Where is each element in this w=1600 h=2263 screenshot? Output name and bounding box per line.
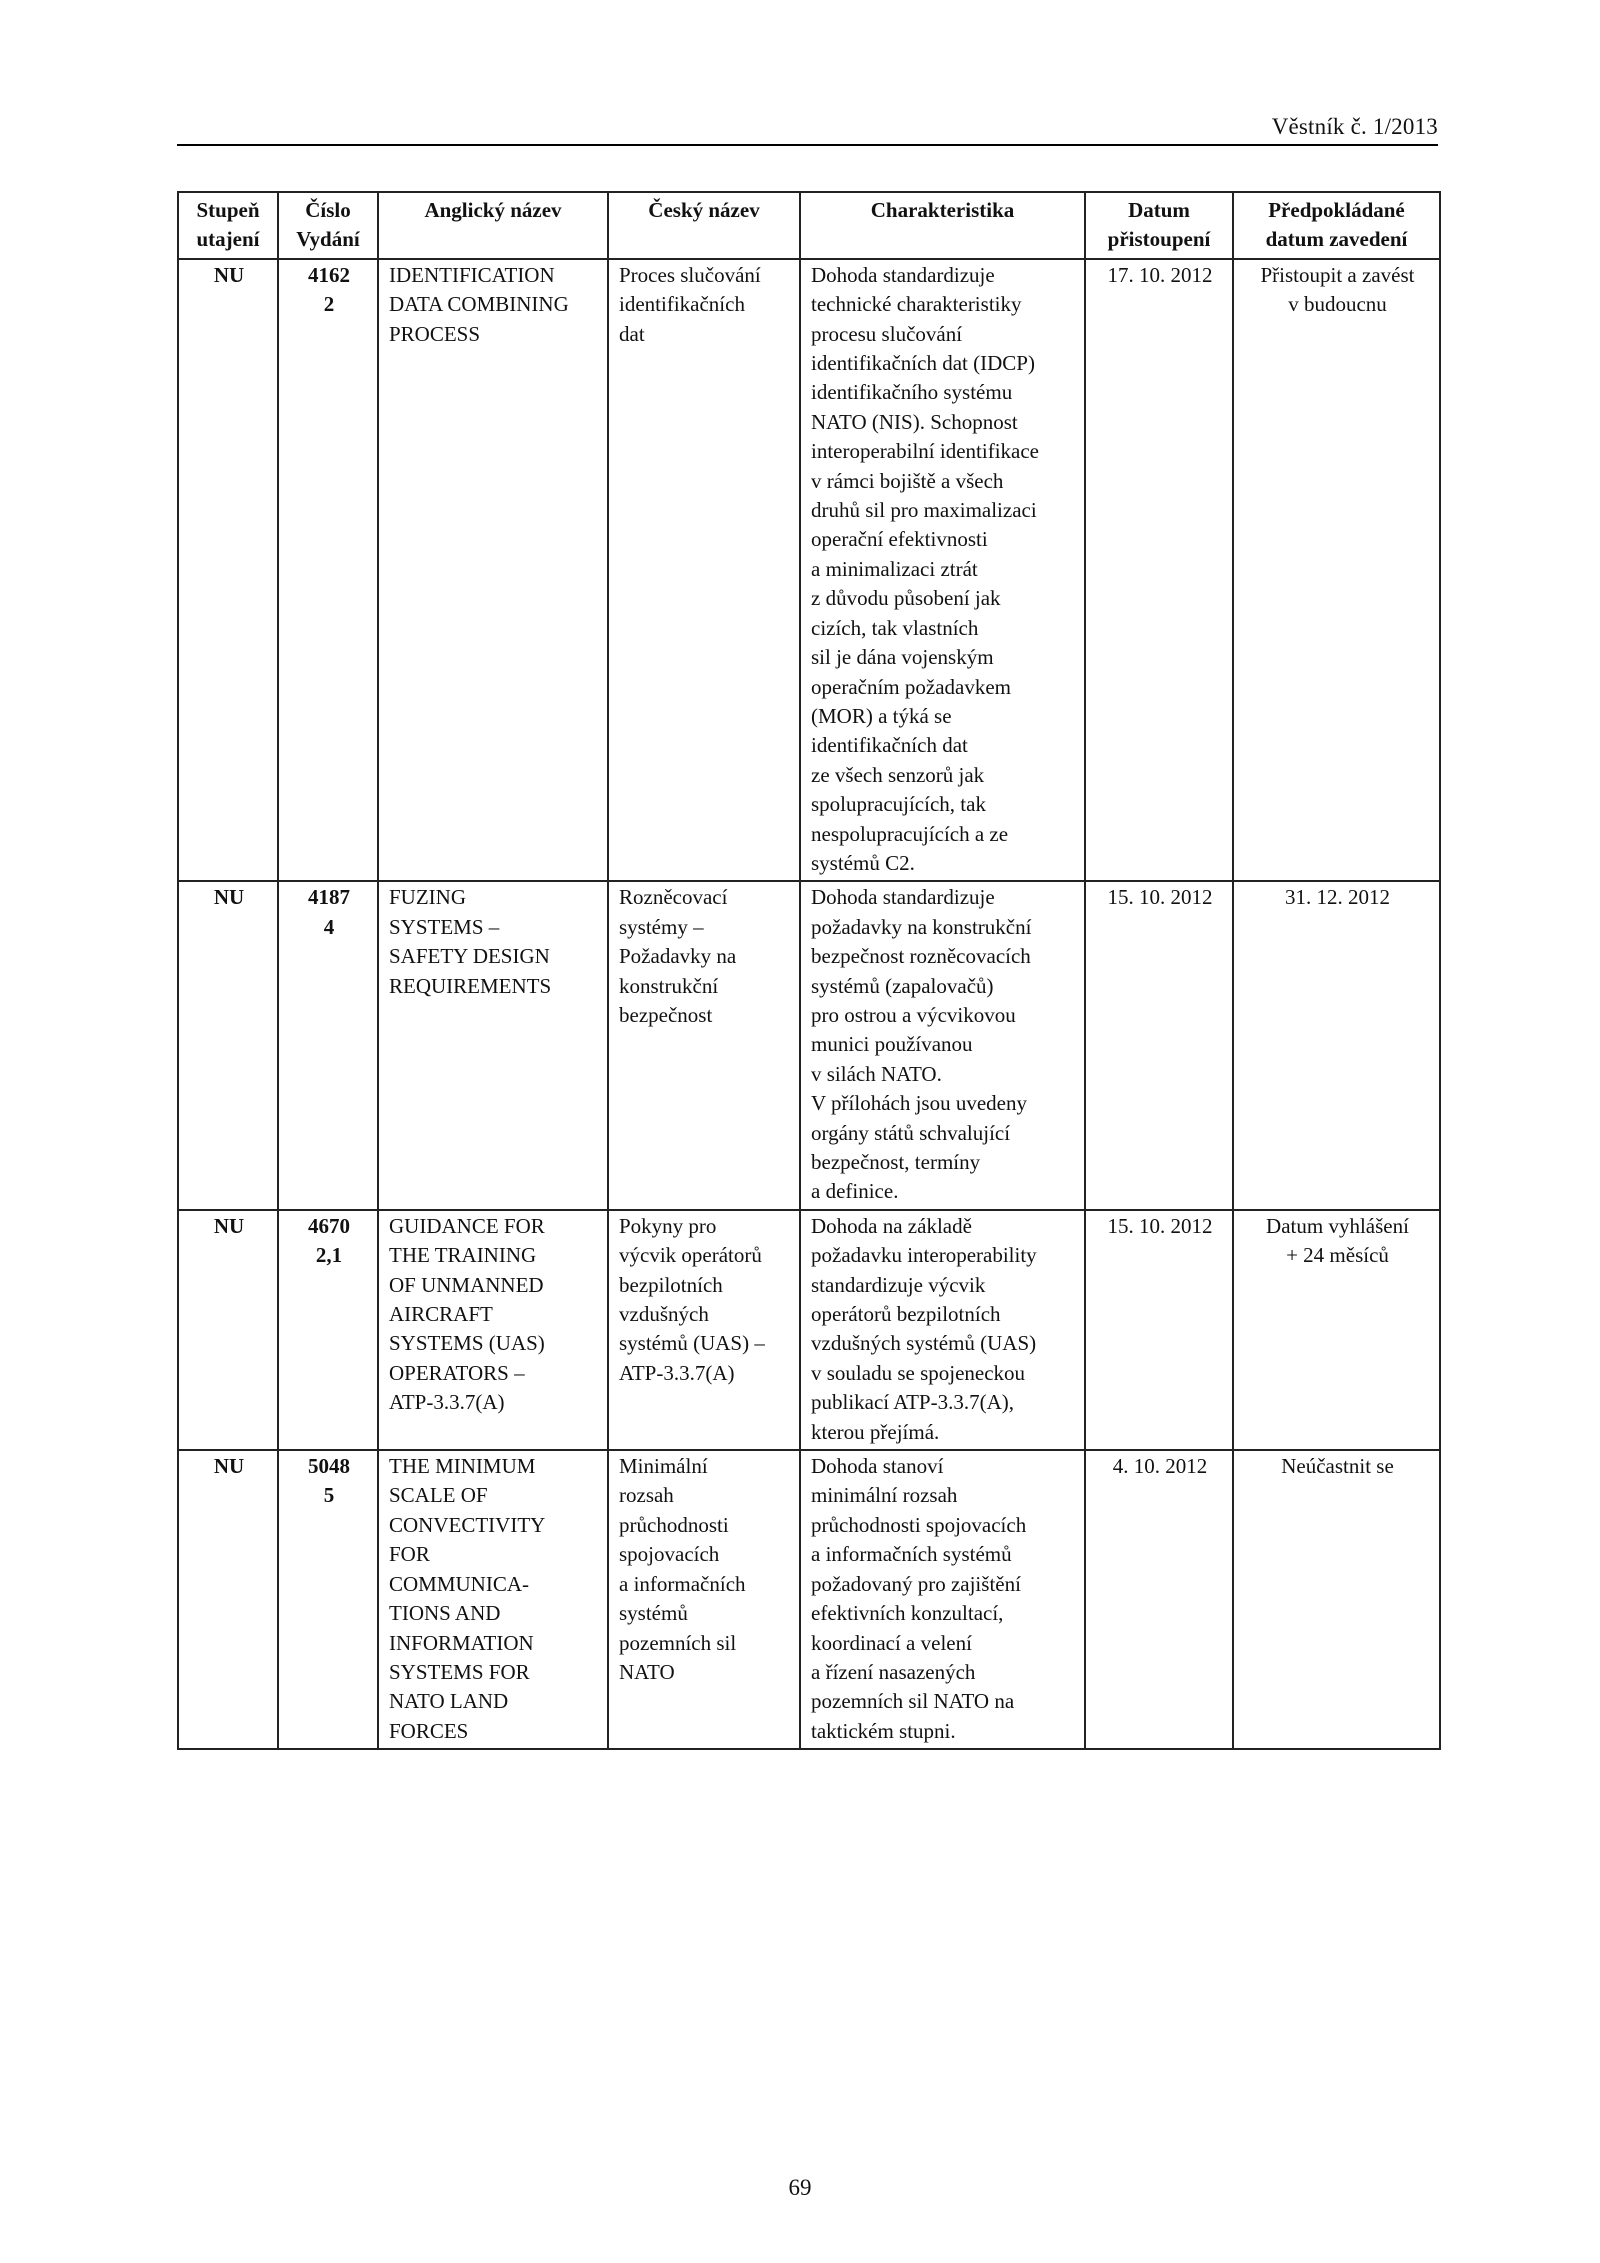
col-header-description: Charakteristika xyxy=(800,192,1085,259)
cell-classification: NU xyxy=(178,259,278,882)
cell-implementation-date: 31. 12. 2012 xyxy=(1233,881,1440,1209)
cell-accession-date: 4. 10. 2012 xyxy=(1085,1450,1233,1749)
cell-description: Dohoda standardizuje technické charakteristiky procesu slučování identifikačních dat (IDCP) identifikačního systému NATO (NIS). Schopnost interoperabilní identifikace v rámci bojiště a všech druhů sil pro maximalizaci operační efektivnosti a minimalizaci ztrát z důvodu působení jak cizích, tak vlastních sil je dána vojenským operačním požadavkem (MOR) a týká se identifikačních dat ze všech senzorů jak spolupracujících, tak nespolupracujících a ze systémů C2. xyxy=(800,259,1085,882)
cell-implementation-date: Neúčastnit se xyxy=(1233,1450,1440,1749)
page-header xyxy=(177,108,1438,146)
cell-implementation-date: Přistoupit a zavést v budoucnu xyxy=(1233,259,1440,882)
cell-czech-name: Pokyny pro výcvik operátorů bezpilotních vzdušných systémů (UAS) – ATP-3.3.7(A) xyxy=(608,1210,800,1450)
cell-classification: NU xyxy=(178,1210,278,1450)
cell-implementation-date: Datum vyhlášení + 24 měsíců xyxy=(1233,1210,1440,1450)
table-row xyxy=(178,259,1440,882)
table-row xyxy=(178,1210,1440,1450)
journal-issue: Věstník č. 1/2013 xyxy=(1271,114,1438,139)
table-row xyxy=(178,881,1440,1209)
cell-number: 5048 5 xyxy=(278,1450,378,1749)
cell-number: 4162 2 xyxy=(278,259,378,882)
cell-english-name: FUZING SYSTEMS – SAFETY DESIGN REQUIREMENTS xyxy=(378,881,608,1209)
cell-czech-name: Rozněcovací systémy – Požadavky na konstrukční bezpečnost xyxy=(608,881,800,1209)
col-header-implementation-date: Předpokládané datum zavedení xyxy=(1233,192,1440,259)
table-header-row xyxy=(178,192,1440,259)
cell-number: 4670 2,1 xyxy=(278,1210,378,1450)
cell-accession-date: 17. 10. 2012 xyxy=(1085,259,1233,882)
col-header-czech-name: Český název xyxy=(608,192,800,259)
page-number: 69 xyxy=(788,2175,812,2200)
cell-description: Dohoda stanoví minimální rozsah průchodnosti spojovacích a informačních systémů požadovaný pro zajištění efektivních konzultací, koordinací a velení a řízení nasazených pozemních sil NATO na taktickém stupni. xyxy=(800,1450,1085,1749)
cell-accession-date: 15. 10. 2012 xyxy=(1085,881,1233,1209)
cell-number: 4187 4 xyxy=(278,881,378,1209)
cell-classification: NU xyxy=(178,1450,278,1749)
col-header-english-name: Anglický název xyxy=(378,192,608,259)
cell-english-name: THE MINIMUM SCALE OF CONVECTIVITY FOR COMMUNICA- TIONS AND INFORMATION SYSTEMS FOR NATO LAND FORCES xyxy=(378,1450,608,1749)
col-header-number: Číslo Vydání xyxy=(278,192,378,259)
cell-czech-name: Minimální rozsah průchodnosti spojovacích a informačních systémů pozemních sil NATO xyxy=(608,1450,800,1749)
cell-czech-name: Proces slučování identifikačních dat xyxy=(608,259,800,882)
cell-english-name: IDENTIFICATION DATA COMBINING PROCESS xyxy=(378,259,608,882)
table-row xyxy=(178,1450,1440,1749)
cell-classification: NU xyxy=(178,881,278,1209)
cell-english-name: GUIDANCE FOR THE TRAINING OF UNMANNED AIRCRAFT SYSTEMS (UAS) OPERATORS – ATP-3.3.7(A) xyxy=(378,1210,608,1450)
cell-accession-date: 15. 10. 2012 xyxy=(1085,1210,1233,1450)
col-header-classification: Stupeň utajení xyxy=(178,192,278,259)
col-header-accession-date: Datum přistoupení xyxy=(1085,192,1233,259)
cell-description: Dohoda standardizuje požadavky na konstrukční bezpečnost rozněcovacích systémů (zapalovačů) pro ostrou a výcvikovou munici používanou v silách NATO. V přílohách jsou uvedeny orgány států schvalující bezpečnost, termíny a definice. xyxy=(800,881,1085,1209)
cell-description: Dohoda na základě požadavku interoperability standardizuje výcvik operátorů bezpilotních vzdušných systémů (UAS) v souladu se spojeneckou publikací ATP-3.3.7(A), kterou přejímá. xyxy=(800,1210,1085,1450)
standards-table xyxy=(177,191,1441,1750)
